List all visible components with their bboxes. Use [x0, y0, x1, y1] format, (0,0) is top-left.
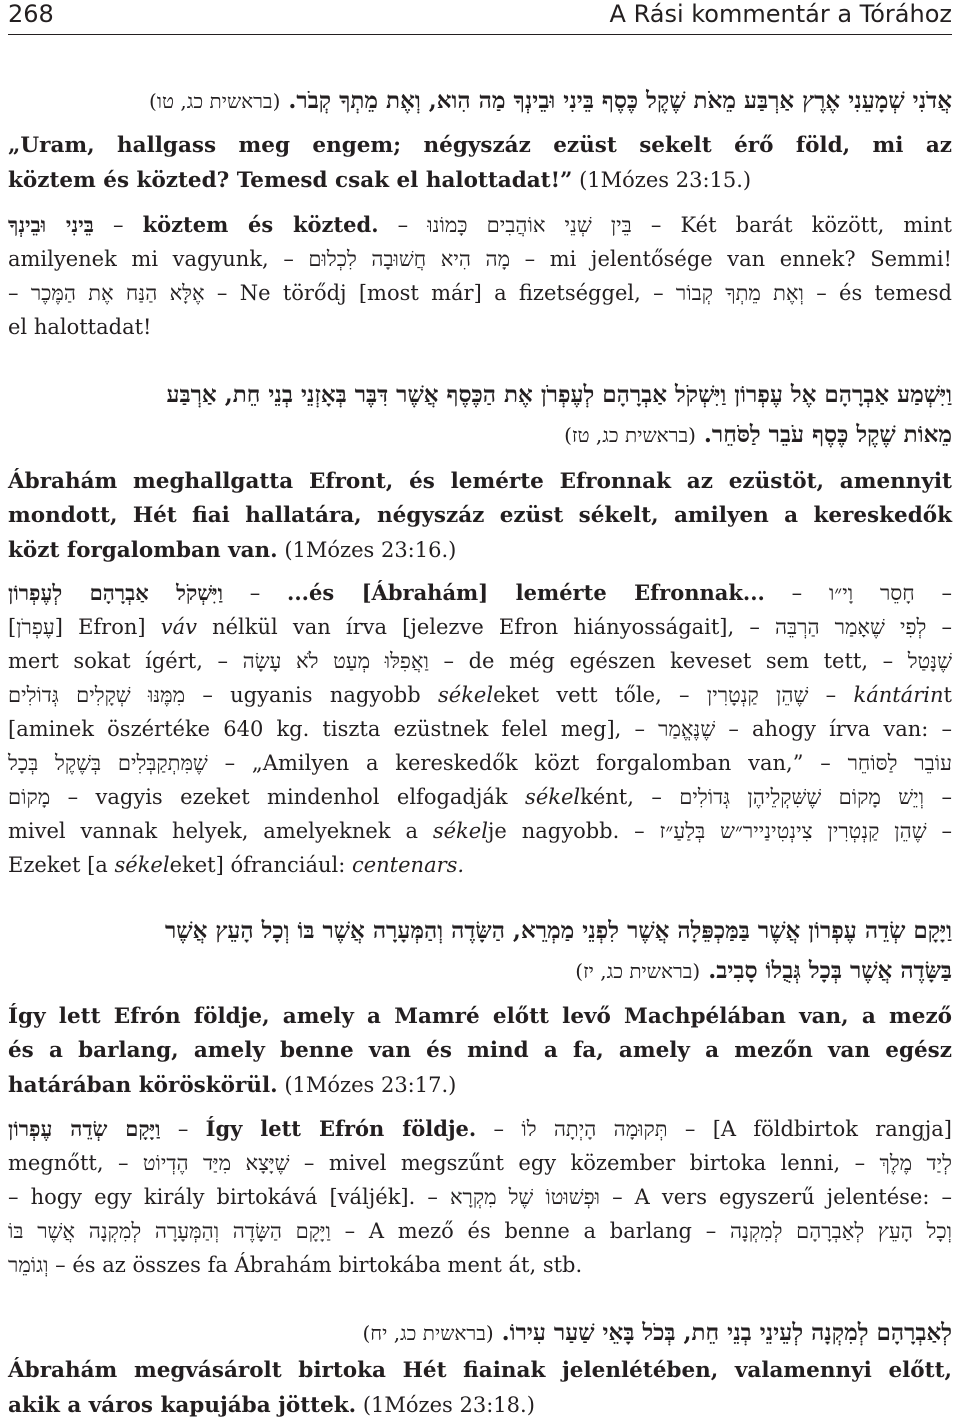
comment-17-line-3: – hogy egy király birtokává [váljék]. – וּפְשׁוּטוֹ שֶׁל מִקְרָא – A vers egyszerű jelentése: –: [8, 1185, 952, 1209]
verse-17-hebrew-1: וַיָּקָם שְׂדֵה עֶפְרוֹן אֲשֶׁר בַּמַּכְפֵּלָה אֲשֶׁר לִפְנֵי מַמְרֵא, הַשָּׂדֶה וְהַמְּעָרָה אֲשֶׁר בּוֹ וְכָל הָעֵץ אֲשֶׁר: [165, 917, 952, 944]
comment-15-line-2: amilyenek mi vagyunk, – מָה הִיא חֲשׁוּבָה לִכְלוּם – mi jelentősége van ennek? Semmi!: [8, 247, 952, 271]
comment-15-line-3: – אֶלָּא הַנַּח אֶת הַמֶּכֶר – Ne törődj [most már] a fizetséggel, – וְאֶת מֵתְךָ קְבוֹר – és temesd: [8, 281, 952, 305]
verse-17-citation: (1Mózes 23:17.): [284, 1073, 457, 1097]
comment-16-line-3: mert sokat ígért, – וַאֲפִלּוּ מְעַט לֹא עָשָׂה – de még egészen keveset sem tett, – שֶׁנָּטַל: [8, 649, 952, 673]
comment-17-line-1: וַיָּקָם שְׂדֵה עֶפְרוֹן – Így lett Efrón földje. – תְּקוּמָה הָיְתָה לוֹ – [A földbirtok rangja]: [8, 1116, 952, 1141]
verse-18-hebrew: לְאַבְרָהָם לְמִקְנָה לְעֵינֵי בְנֵי חֵת, בְּכֹל בָּאֵי שַׁעַר עִירוֹ. (בראשית כג, יח): [362, 1319, 952, 1346]
comment-16-line-7: מָקוֹם – vagyis ezeket mindenhol elfogadják sékelként, – וְיֵשׁ מָקוֹם שֶׁשִּׁקְלֵיהֶן גְּדוֹלִים –: [8, 785, 952, 809]
page-header: [8, 0, 952, 35]
verse-15-ref: (בראשית כג, טו): [149, 89, 281, 113]
verse-15-hebrew: [8, 84, 952, 118]
verse-15-citation: (1Mózes 23:15.): [579, 168, 752, 192]
verse-17-translation-1: Így lett Efrón földje, amely a Mamré előtt levő Machpélában van, a mező: [8, 1004, 952, 1029]
comment-17-line-5: וְגוֹמֵר – és az összes fa Ábrahám birtokába ment át, stb.: [8, 1253, 583, 1277]
verse-16-hebrew-1: וַיִּשְׁמַע אַבְרָהָם אֶל עֶפְרוֹן וַיִּשְׁקֹל אַבְרָהָם לְעֶפְרֹן אֶת הַכֶּסֶף אֲשֶׁר דִּבֶּר בְּאָזְנֵי בְנֵי חֵת, אַרְבַּע: [166, 381, 952, 408]
comment-16-line-1: וַיִּשְׁקֹל אַבְרָהָם לְעֶפְרוֹן – ...és [Ábrahám] lemérte Efronnak... – חָסֵר וָי״ו –: [8, 580, 952, 605]
comment-17-line-4: אֲשֶׁר בּוֹ וַיָּקָם הַשָּׂדֶה וְהַמְּעָרָה לְמִקְנָה – A mező és benne a barlang – וְכָל הָעֵץ לְאַבְרָהָם לְמִקְנָה: [8, 1219, 952, 1243]
verse-15-translation-1: „Uram, hallgass meg engem; négyszáz ezüst sekelt érő föld, mi az: [8, 133, 952, 158]
verse-18-translation-1: Ábrahám megvásárolt birtoka Hét fiainak jelenlétében, valamennyi előtt,: [8, 1358, 952, 1383]
verse-16-hebrew-2: מֵאוֹת שֶׁקֶל כֶּסֶף עֹבֵר לַסֹּחֵר. (בראשית כג, טז): [564, 421, 952, 448]
verse-18-translation-2: akik a város kapujába jöttek. (1Mózes 23:18.): [8, 1393, 535, 1418]
verse-17-hebrew-2: בַּשָּׂדֶה אֲשֶׁר בְּכָל גְּבֻלוֹ סָבִיב. (בראשית כג, יז): [575, 957, 952, 984]
verse-18-ref: (בראשית כג, יח): [362, 1321, 494, 1345]
verse-17-translation-2: és a barlang, amely benne van és mind a fa, amely a mezőn van egész: [8, 1038, 952, 1063]
comment-16-line-5: [aminek öszértéke 640 kg. tiszta ezüstnek felel meg], – שֶׁנֶּאֱמַר – ahogy írva van: –: [8, 717, 952, 741]
verse-18-citation: (1Mózes 23:18.): [362, 1393, 535, 1417]
verse-17-ref: (בראשית כג, יז): [575, 959, 701, 983]
comment-16-line-4: מִמֶּנּוּ שְׁקָלִים גְּדוֹלִים – ugyanis nagyobb sékeleket vett tőle, – שֶׁהֵן קַנְטָרִין – kántárint: [8, 683, 952, 707]
verse-16-translation-2: mondott, Hét fiai hallatára, négyszáz ezüst sékelt, amilyen a kereskedők: [8, 503, 952, 528]
comment-17-line-2: megnőtt, – שֶׁיָּצָא מִיַּד הֶדְיוֹט – mivel megszűnt egy közember birtoka lenni, – לְיַד מֶלֶךְ: [8, 1151, 952, 1175]
verse-16-translation-3: közt forgalomban van. (1Mózes 23:16.): [8, 538, 457, 563]
verse-16-citation: (1Mózes 23:16.): [284, 538, 457, 562]
comment-16-line-8: mivel vannak helyek, amelyeknek a sékelje nagyobb. – שֶׁהֵן קַנְטְרִין צִינְטִינַייר״ש בְּלַעַ״ז –: [8, 819, 952, 843]
verse-17-translation-3: határában köröskörül. (1Mózes 23:17.): [8, 1073, 457, 1098]
verse-15-hebrew-text: אֲדֹנִי שְׁמָעֵנִי אֶרֶץ אַרְבַּע מֵאֹת שֶׁקֶל כֶּסֶף בֵּינִי וּבֵינְךָ מַה הִוא, וְאֶת מֵתְךָ קְבֹר.: [288, 87, 952, 114]
book-title: A Rási kommentár a Tórához: [609, 0, 952, 28]
comment-15-line-4: el halottadat!: [8, 315, 152, 339]
comment-16-line-9: Ezeket [a sékeleket] ófranciául: centenars.: [8, 853, 465, 877]
verse-16-ref: (בראשית כג, טז): [564, 423, 696, 447]
verse-16-translation-1: Ábrahám meghallgatta Efront, és lemérte Efronnak az ezüstöt, amennyit: [8, 469, 952, 494]
comment-16-line-6: שֶׁמִּתְקַבְּלִים בְּשֶׁקֶל בְּכָל – „Amilyen a kereskedők közt forgalomban van,” – עוֹבֵר לַסּוֹחֵר: [8, 751, 952, 775]
page-number: 268: [8, 0, 54, 28]
comment-16-line-2: [עֶפְרֹן] Efron] váv nélkül van írva [jelezve Efron hiányosságait], – לְפִי שֶׁאָמַר הַרְבֵּה –: [8, 615, 952, 639]
comment-15-line-1: בֵּינִי וּבֵינְךָ – köztem és közted. – בֵּין שְׁנֵי אוֹהֲבִים כָּמוֹנוּ – Két barát között, mint: [8, 212, 952, 237]
verse-15-translation-2: köztem és közted? Temesd csak el halottadat!” (1Mózes 23:15.): [8, 168, 752, 193]
